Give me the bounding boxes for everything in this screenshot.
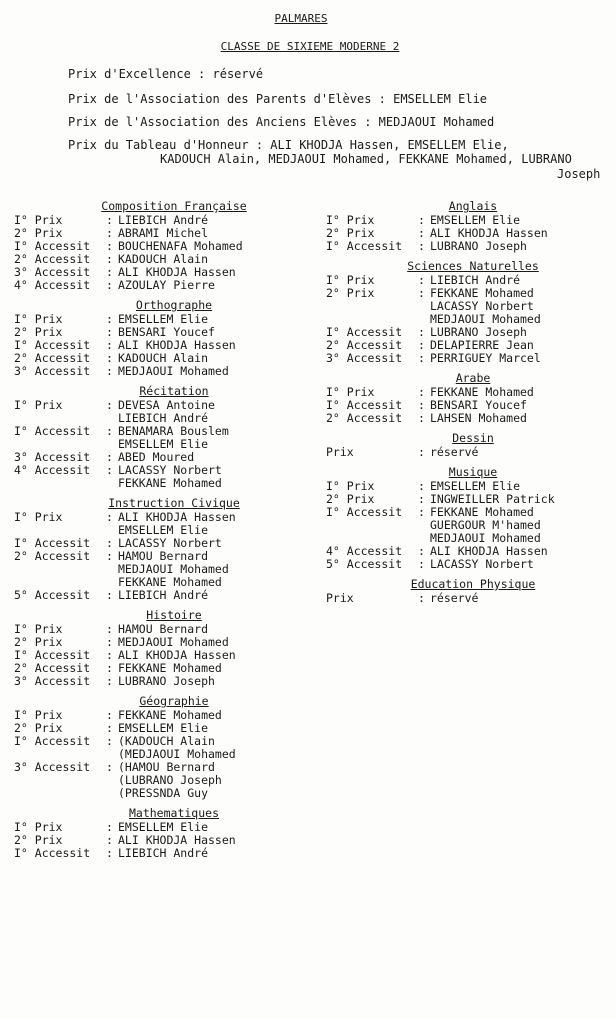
student-name: EMSELLEM Elie (118, 820, 209, 834)
section-dessin (326, 430, 610, 459)
separator-colon: : (418, 226, 425, 240)
prize-excellence: Prix d'Excellence : réservé (68, 67, 264, 81)
prize-honour-roll: Prix du Tableau d'Honneur : ALI KHODJA Hassen, EMSELLEM Elie, (68, 138, 509, 152)
student-name: LIEBICH André (118, 411, 209, 425)
award-rank: I° Accessit (326, 398, 403, 412)
prize-parents-association: Prix de l'Association des Parents d'Elèves : EMSELLEM Elie (68, 92, 488, 106)
award-rank: 4° Accessit (14, 463, 91, 477)
award-row (14, 399, 314, 425)
award-rank: 2° Prix (326, 226, 375, 240)
award-rank: 2° Accessit (14, 549, 91, 563)
student-name: (PRESSNDA Guy (118, 786, 209, 800)
award-row (14, 761, 314, 800)
award-row (14, 847, 314, 860)
award-rank: I° Accessit (14, 536, 91, 550)
award-row (326, 287, 610, 326)
student-name: LUBRANO Joseph (430, 239, 527, 253)
student-name: LUBRANO Joseph (118, 674, 215, 688)
document-subtitle: CLASSE DE SIXIEME MODERNE 2 (220, 40, 400, 53)
student-name: GUERGOUR M'hamed (430, 518, 541, 532)
award-rank: 2° Prix (14, 226, 63, 240)
student-name: FEKKANE Mohamed (118, 708, 222, 722)
award-rank: I° Prix (14, 510, 63, 524)
student-name: HAMOU Bernard (118, 549, 209, 563)
separator-colon: : (106, 398, 113, 412)
separator-colon: : (418, 591, 425, 605)
award-rank: I° Prix (14, 213, 63, 227)
separator-colon: : (106, 312, 113, 326)
student-name: (LUBRANO Joseph (118, 773, 222, 787)
student-name: DEVESA Antoine (118, 398, 215, 412)
student-name: ALI KHODJA Hassen (430, 226, 548, 240)
award-rank: 3° Accessit (14, 760, 91, 774)
separator-colon: : (106, 588, 113, 602)
section-musique (326, 464, 610, 571)
section-title: Sciences Naturelles (407, 259, 539, 273)
student-name: ALI KHODJA Hassen (118, 265, 236, 279)
student-name: HAMOU Bernard (118, 622, 209, 636)
prize-honour-roll-end: Joseph (557, 167, 601, 181)
student-name: LIEBICH André (118, 588, 209, 602)
award-row (14, 735, 314, 761)
section-recitation (14, 383, 314, 490)
award-row (14, 464, 314, 490)
separator-colon: : (106, 424, 113, 438)
student-name: EMSELLEM Elie (118, 523, 209, 537)
student-name: DELAPIERRE Jean (430, 338, 534, 352)
student-name: réservé (430, 591, 479, 605)
award-rank: I° Prix (326, 479, 375, 493)
separator-colon: : (106, 226, 113, 240)
student-name: FEKKANE Mohamed (430, 385, 534, 399)
section-orthographe (14, 297, 314, 378)
award-rank: I° Accessit (14, 338, 91, 352)
student-name: FEKKANE Mohamed (118, 575, 222, 589)
student-name: INGWEILLER Patrick (430, 492, 555, 506)
student-name: EMSELLEM Elie (118, 312, 209, 326)
student-name: ALI KHODJA Hassen (430, 544, 548, 558)
separator-colon: : (106, 635, 113, 649)
award-rank: 3° Accessit (14, 450, 91, 464)
award-rank: 2° Prix (14, 833, 63, 847)
award-rank: 2° Accessit (326, 338, 403, 352)
separator-colon: : (418, 213, 425, 227)
separator-colon: : (418, 338, 425, 352)
section-instruction-civique (14, 495, 314, 602)
award-row (326, 592, 610, 605)
separator-colon: : (106, 833, 113, 847)
section-title: Orthographe (135, 298, 213, 312)
award-rank: I° Accessit (326, 505, 403, 519)
separator-colon: : (418, 557, 425, 571)
section-education-physique (326, 576, 610, 605)
student-name: FEKKANE Mohamed (430, 505, 534, 519)
separator-colon: : (106, 351, 113, 365)
award-rank: I° Prix (326, 385, 375, 399)
separator-colon: : (418, 544, 425, 558)
document-title: PALMARES (274, 12, 328, 25)
separator-colon: : (418, 286, 425, 300)
student-name: LUBRANO Joseph (430, 325, 527, 339)
student-name: MEDJAOUI Mohamed (430, 312, 541, 326)
student-name: (MEDJAOUI Mohamed (118, 747, 236, 761)
award-row (326, 412, 610, 425)
award-row (326, 506, 610, 545)
student-name: FEKKANE Mohamed (430, 286, 534, 300)
separator-colon: : (106, 536, 113, 550)
separator-colon: : (106, 820, 113, 834)
section-title: Education Physique (410, 577, 536, 591)
award-row (14, 675, 314, 688)
student-name: KADOUCH Alain (118, 351, 209, 365)
left-column (14, 198, 314, 860)
student-name: BENAMARA Bouslem (118, 424, 229, 438)
student-name: ALI KHODJA Hassen (118, 338, 236, 352)
award-row (326, 352, 610, 365)
student-name: (HAMOU Bernard (118, 760, 215, 774)
award-row (326, 558, 610, 571)
award-row (14, 425, 314, 451)
separator-colon: : (106, 708, 113, 722)
award-row (326, 240, 610, 253)
separator-colon: : (106, 648, 113, 662)
separator-colon: : (418, 492, 425, 506)
separator-colon: : (418, 445, 425, 459)
student-name: BENSARI Youcef (118, 325, 215, 339)
student-name: EMSELLEM Elie (430, 213, 521, 227)
student-name: ABED Moured (118, 450, 195, 464)
student-name: LACASSY Norbert (118, 536, 222, 550)
separator-colon: : (106, 622, 113, 636)
section-anglais (326, 198, 610, 253)
section-title: Mathematiques (128, 806, 219, 820)
student-name: ALI KHODJA Hassen (118, 648, 236, 662)
separator-colon: : (418, 385, 425, 399)
section-histoire (14, 607, 314, 688)
section-title: Composition Française (101, 199, 247, 213)
student-name: FEKKANE Mohamed (118, 661, 222, 675)
separator-colon: : (418, 273, 425, 287)
award-rank: I° Accessit (14, 424, 91, 438)
student-name: KADOUCH Alain (118, 252, 209, 266)
award-rank: 3° Accessit (14, 265, 91, 279)
award-rank: 5° Accessit (14, 588, 91, 602)
student-name: LIEBICH André (430, 273, 521, 287)
award-rank: I° Accessit (14, 239, 91, 253)
separator-colon: : (418, 325, 425, 339)
award-rank: I° Prix (14, 398, 63, 412)
award-rank: I° Accessit (14, 734, 91, 748)
section-title: Arabe (455, 371, 491, 385)
prize-alumni-association: Prix de l'Association des Anciens Elèves : MEDJAOUI Mohamed (68, 115, 495, 129)
separator-colon: : (418, 411, 425, 425)
prize-honour-roll-cont: KADOUCH Alain, MEDJAOUI Mohamed, FEKKANE Mohamed, LUBRANO (160, 152, 572, 166)
separator-colon: : (106, 661, 113, 675)
separator-colon: : (418, 351, 425, 365)
award-rank: 2° Prix (14, 635, 63, 649)
award-rank: 2° Prix (326, 286, 375, 300)
student-name: ALI KHODJA Hassen (118, 833, 236, 847)
award-rank: 4° Accessit (14, 278, 91, 292)
award-rank: 2° Accessit (14, 351, 91, 365)
student-name: FEKKANE Mohamed (118, 476, 222, 490)
student-name: réservé (430, 445, 479, 459)
award-rank: 2° Accessit (14, 252, 91, 266)
student-name: ABRAMI Michel (118, 226, 209, 240)
award-rank: I° Prix (14, 312, 63, 326)
separator-colon: : (106, 265, 113, 279)
separator-colon: : (418, 479, 425, 493)
separator-colon: : (106, 846, 113, 860)
section-geographie (14, 693, 314, 800)
award-rank: 4° Accessit (326, 544, 403, 558)
award-row (14, 279, 314, 292)
student-name: MEDJAOUI Mohamed (118, 635, 229, 649)
student-name: EMSELLEM Elie (118, 437, 209, 451)
separator-colon: : (106, 734, 113, 748)
award-rank: I° Prix (14, 622, 63, 636)
student-name: PERRIGUEY Marcel (430, 351, 541, 365)
student-name: LIEBICH André (118, 213, 209, 227)
award-rank: 2° Prix (326, 492, 375, 506)
separator-colon: : (106, 239, 113, 253)
separator-colon: : (418, 505, 425, 519)
separator-colon: : (106, 463, 113, 477)
award-rank: 3° Accessit (14, 364, 91, 378)
separator-colon: : (106, 325, 113, 339)
section-arabe (326, 370, 610, 425)
section-sciences-naturelles (326, 258, 610, 365)
student-name: EMSELLEM Elie (430, 479, 521, 493)
right-column (326, 198, 610, 605)
separator-colon: : (106, 450, 113, 464)
award-rank: I° Accessit (14, 846, 91, 860)
award-row (14, 589, 314, 602)
student-name: MEDJAOUI Mohamed (430, 531, 541, 545)
award-row (14, 511, 314, 537)
separator-colon: : (106, 721, 113, 735)
section-mathematiques (14, 805, 314, 860)
student-name: LACASSY Norbert (430, 557, 534, 571)
section-title: Dessin (452, 431, 494, 445)
student-name: LACASSY Norbert (430, 299, 534, 313)
separator-colon: : (418, 398, 425, 412)
award-row (14, 365, 314, 378)
separator-colon: : (106, 213, 113, 227)
award-rank: I° Prix (14, 820, 63, 834)
student-name: LAHSEN Mohamed (430, 411, 527, 425)
section-title: Géographie (139, 694, 209, 708)
student-name: AZOULAY Pierre (118, 278, 215, 292)
student-name: MEDJAOUI Mohamed (118, 562, 229, 576)
award-rank: Prix (326, 445, 354, 459)
separator-colon: : (106, 252, 113, 266)
separator-colon: : (106, 674, 113, 688)
award-row (14, 550, 314, 589)
separator-colon: : (106, 510, 113, 524)
separator-colon: : (106, 549, 113, 563)
student-name: MEDJAOUI Mohamed (118, 364, 229, 378)
award-rank: Prix (326, 591, 354, 605)
section-title: Anglais (448, 199, 498, 213)
section-title: Histoire (146, 608, 202, 622)
award-rank: 2° Accessit (14, 661, 91, 675)
award-rank: 3° Accessit (14, 674, 91, 688)
award-rank: 3° Accessit (326, 351, 403, 365)
student-name: EMSELLEM Elie (118, 721, 209, 735)
award-rank: 2° Prix (14, 325, 63, 339)
student-name: (KADOUCH Alain (118, 734, 215, 748)
student-name: ALI KHODJA Hassen (118, 510, 236, 524)
award-rank: 2° Accessit (326, 411, 403, 425)
award-rank: I° Prix (326, 213, 375, 227)
award-rank: 2° Prix (14, 721, 63, 735)
award-row (326, 446, 610, 459)
separator-colon: : (106, 278, 113, 292)
separator-colon: : (106, 338, 113, 352)
section-title: Récitation (139, 384, 209, 398)
student-name: LIEBICH André (118, 846, 209, 860)
student-name: BENSARI Youcef (430, 398, 527, 412)
award-rank: I° Accessit (326, 325, 403, 339)
section-composition-francaise (14, 198, 314, 292)
award-rank: I° Prix (326, 273, 375, 287)
section-title: Musique (448, 465, 498, 479)
award-rank: 5° Accessit (326, 557, 403, 571)
separator-colon: : (418, 239, 425, 253)
award-rank: I° Accessit (14, 648, 91, 662)
award-rank: I° Accessit (326, 239, 403, 253)
separator-colon: : (106, 364, 113, 378)
award-rank: I° Prix (14, 708, 63, 722)
student-name: LACASSY Norbert (118, 463, 222, 477)
student-name: BOUCHENAFA Mohamed (118, 239, 243, 253)
section-title: Instruction Civique (108, 496, 240, 510)
separator-colon: : (106, 760, 113, 774)
